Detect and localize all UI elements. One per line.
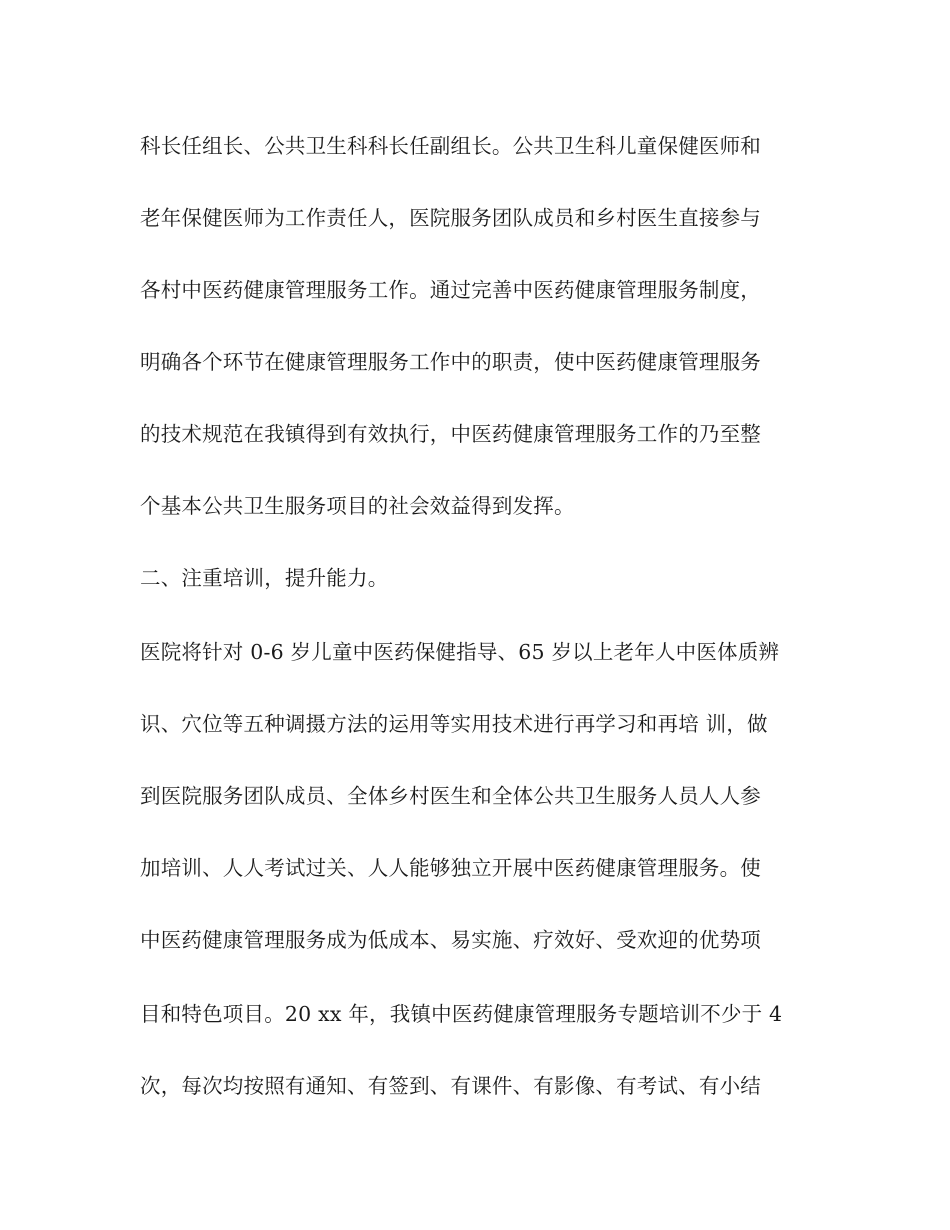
section-heading: 二、注重培训，提升能力。: [140, 566, 389, 590]
text-line: 识、穴位等五种调摄方法的运用等实用技术进行再学习和再培 训，做: [140, 712, 768, 736]
text-line: 加培训、人人考试过关、人人能够独立开展中医药健康管理服务。使: [140, 856, 761, 880]
text-line: 目和特色项目。20 xx 年，我镇中医药健康管理服务专题培训不少于 4: [140, 1002, 783, 1026]
text-line: 到医院服务团队成员、全体乡村医生和全体公共卫生服务人员人人参: [140, 784, 761, 808]
text-line: 医院将针对 0-6 岁儿童中医药保健指导、65 岁以上老年人中医体质辨: [140, 640, 780, 664]
text-line: 老年保健医师为工作责任人，医院服务团队成员和乡村医生直接参与: [140, 206, 761, 230]
text-line: 次，每次均按照有通知、有签到、有课件、有影像、有考试、有小结: [140, 1074, 761, 1098]
text-line: 明确各个环节在健康管理服务工作中的职责，使中医药健康管理服务: [140, 350, 761, 374]
text-line: 中医药健康管理服务成为低成本、易实施、疗效好、受欢迎的优势项: [140, 928, 761, 952]
text-line: 科长任组长、公共卫生科科长任副组长。公共卫生科儿童保健医师和: [140, 134, 761, 158]
text-line: 的技术规范在我镇得到有效执行，中医药健康管理服务工作的乃至整: [140, 422, 761, 446]
text-line: 各村中医药健康管理服务工作。通过完善中医药健康管理服务制度，: [140, 278, 761, 302]
text-line: 个基本公共卫生服务项目的社会效益得到发挥。: [140, 494, 575, 518]
